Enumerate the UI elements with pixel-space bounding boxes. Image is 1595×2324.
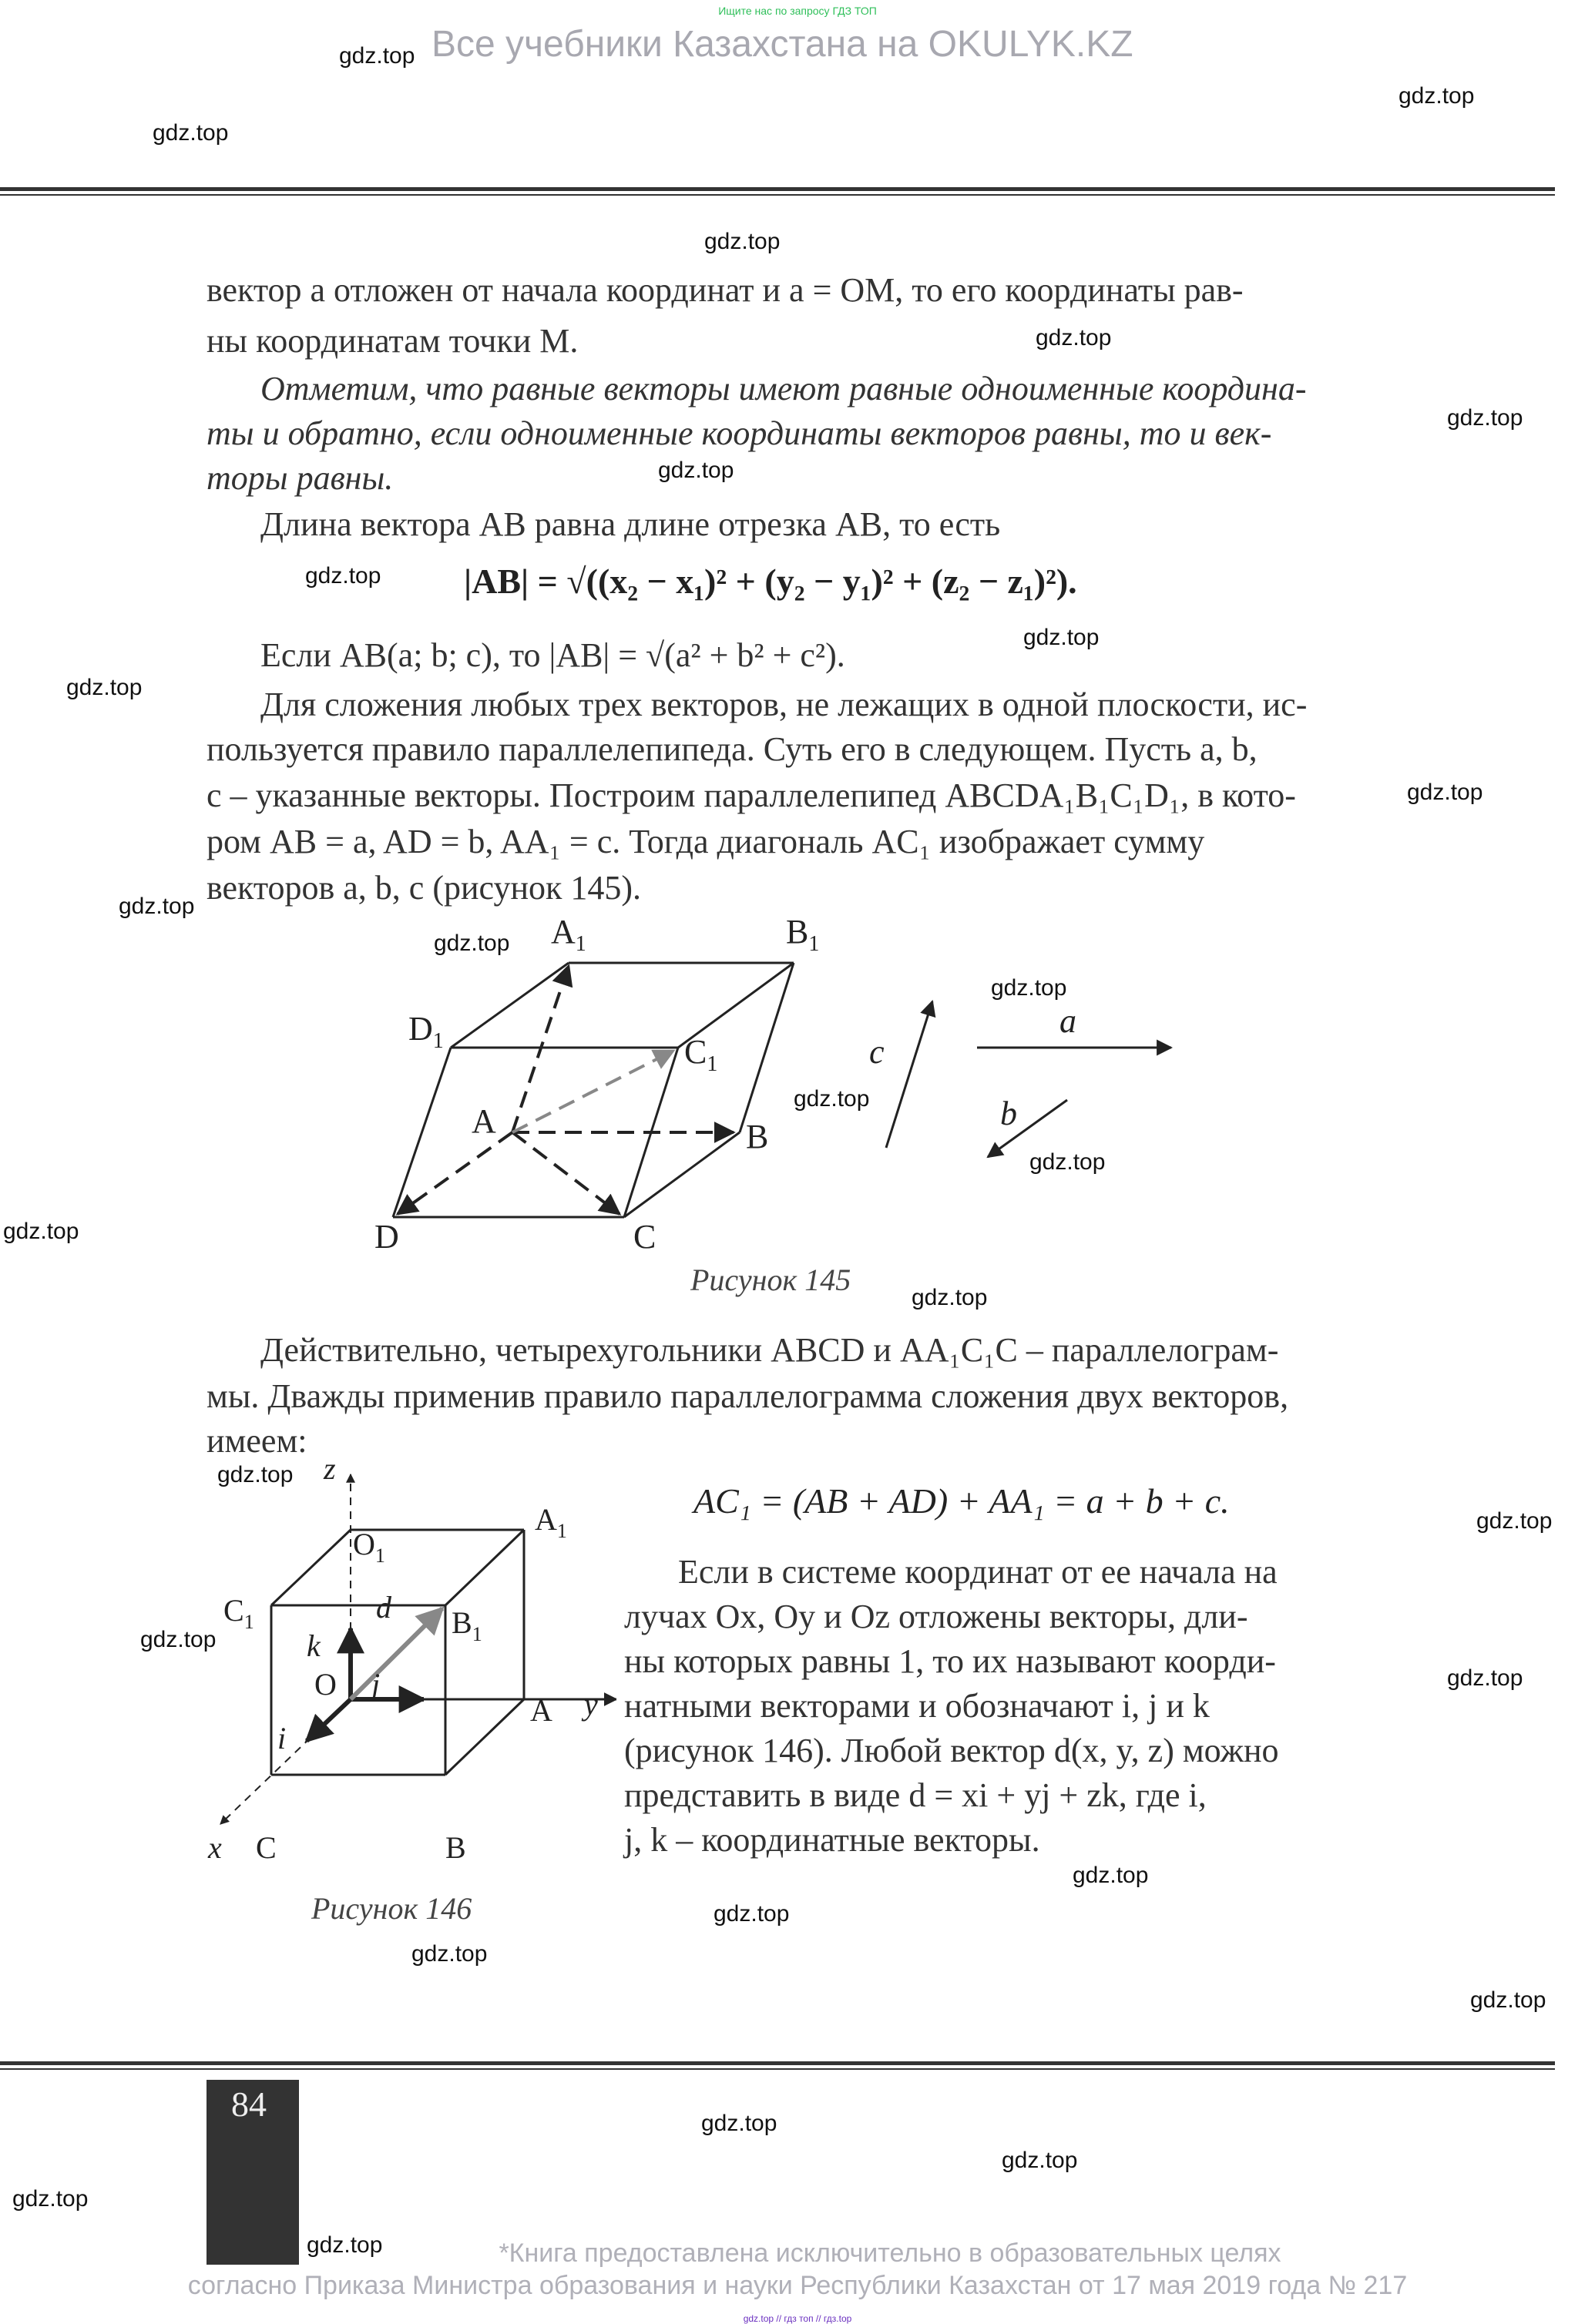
watermark: gdz.top xyxy=(411,1941,488,1967)
watermark: gdz.top xyxy=(704,229,781,254)
formula-diagonal-sum: AC₁ = (AB + AD) + AA₁ = a + b + c. xyxy=(693,1481,1230,1521)
label-b1: $B_1$ xyxy=(786,913,820,956)
text-line: торы равны. xyxy=(207,459,394,497)
watermark: gdz.top xyxy=(658,458,734,483)
figure-146 xyxy=(200,1464,616,1880)
label-axis-z: z xyxy=(324,1464,336,1486)
label-b: B xyxy=(746,1118,769,1155)
label-vec-j: j xyxy=(371,1667,381,1702)
label-c1: $C_1$ xyxy=(223,1593,254,1633)
header-rule-top xyxy=(0,187,1555,191)
text-line: Если AB(a; b; c), то |AB| = √(a² + b² + c²). xyxy=(260,636,845,674)
figure-145-caption: Рисунок 145 xyxy=(690,1263,851,1297)
label-d: D xyxy=(374,1218,399,1256)
watermark: gdz.top xyxy=(1447,405,1523,431)
watermark: gdz.top xyxy=(991,975,1067,1001)
header-search-note: Ищите нас по запросу ГДЗ ТОП xyxy=(718,5,877,17)
text-line: Длина вектора AB равна длине отрезка AB, то есть xyxy=(260,505,1001,543)
text-line: ны координатам точки M. xyxy=(207,322,579,360)
text-line: ны которых равны 1, то их называют коорди- xyxy=(624,1642,1276,1680)
watermark: gdz.top xyxy=(434,931,510,956)
watermark: gdz.top xyxy=(701,2111,777,2136)
label-o: O xyxy=(314,1667,337,1702)
watermark: gdz.top xyxy=(1036,325,1112,350)
watermark: gdz.top xyxy=(66,675,143,700)
text-line: натными векторами и обозначают i, j и k xyxy=(624,1687,1210,1725)
label-c: C xyxy=(633,1218,656,1256)
label-a: A xyxy=(530,1693,552,1728)
text-line: Если в системе координат от ее начала на xyxy=(678,1553,1278,1591)
formula-vector-length: |AB| = √((x₂ − x₁)² + (y₂ − y₁)² + (z₂ − z₁)²). xyxy=(464,562,1077,601)
text-line: лучах Ox, Oy и Oz отложены векторы, дли- xyxy=(624,1598,1248,1635)
text-line: векторов a, b, c (рисунок 145). xyxy=(207,869,642,907)
footer-note-line1: *Книга предоставлена исключительно в образовательных целях xyxy=(499,2238,1281,2268)
watermark: gdz.top xyxy=(217,1462,294,1487)
watermark: gdz.top xyxy=(1447,1665,1523,1691)
watermark: gdz.top xyxy=(119,894,195,919)
watermark: gdz.top xyxy=(339,43,415,69)
watermark: gdz.top xyxy=(12,2186,89,2212)
watermark: gdz.top xyxy=(794,1086,870,1112)
footer-rule-top xyxy=(0,2061,1555,2065)
text-line: Для сложения любых трех векторов, не лежащих в одной плоскости, ис- xyxy=(260,686,1308,723)
label-c1: $C_1$ xyxy=(684,1033,718,1076)
site-title[interactable]: Все учебники Казахстана на OKULYK.KZ xyxy=(431,24,1133,65)
label-a1: $A_1$ xyxy=(551,913,586,956)
watermark: gdz.top xyxy=(912,1285,988,1310)
figure-145 xyxy=(354,909,1233,1263)
watermark: gdz.top xyxy=(1023,625,1100,650)
label-d1: $D_1$ xyxy=(408,1010,444,1053)
watermark: gdz.top xyxy=(1470,1987,1546,2013)
text-line: представить в виде d = xi + yj + zk, где i, xyxy=(624,1776,1207,1814)
label-vec-c: c xyxy=(869,1033,885,1071)
figure-146-caption: Рисунок 146 xyxy=(311,1891,472,1926)
watermark: gdz.top xyxy=(307,2232,383,2258)
text-line: Отметим, что равные векторы имеют равные одноименные координа- xyxy=(260,370,1307,407)
watermark: gdz.top xyxy=(1002,2148,1078,2173)
text-line: мы. Дважды применив правило параллелограмма сложения двух векторов, xyxy=(207,1377,1289,1415)
text-line: имеем: xyxy=(207,1422,307,1460)
label-axis-y: y xyxy=(584,1687,598,1722)
watermark: gdz.top xyxy=(1073,1863,1149,1888)
page-number: 84 xyxy=(231,2084,267,2124)
label-c: C xyxy=(256,1830,277,1865)
text-line: j, k – координатные векторы. xyxy=(624,1821,1040,1859)
text-line: (рисунок 146). Любой вектор d(x, y, z) можно xyxy=(624,1732,1279,1769)
text-line: c – указанные векторы. Построим параллелепипед ABCDA₁B₁C₁D₁, в кото- xyxy=(207,776,1296,814)
label-b: B xyxy=(445,1830,466,1865)
footer-note-line2: согласно Приказа Министра образования и науки Республики Казахстан от 17 мая 2019 года № 217 xyxy=(187,2271,1408,2300)
label-axis-x: x xyxy=(208,1830,222,1865)
watermark: gdz.top xyxy=(140,1627,217,1652)
watermark: gdz.top xyxy=(153,120,229,146)
label-vec-k: k xyxy=(307,1628,321,1663)
watermark: gdz.top xyxy=(1399,83,1475,109)
watermark: gdz.top xyxy=(714,1901,790,1927)
label-vec-i: i xyxy=(277,1721,287,1756)
text-line: пользуется правило параллелепипеда. Суть его в следующем. Пусть a, b, xyxy=(207,730,1258,768)
header-rule-bottom xyxy=(0,194,1555,196)
watermark: gdz.top xyxy=(1476,1508,1553,1534)
label-vec-a: a xyxy=(1059,1002,1076,1040)
footer-small-links[interactable]: gdz.top // гдз топ // гдз.top xyxy=(743,2313,852,2324)
text-line: Действительно, четырехугольники ABCD и AA₁C₁C – параллелограм- xyxy=(260,1331,1279,1369)
text-line: ты и обратно, если одноименные координаты векторов равны, то и век- xyxy=(207,414,1272,452)
watermark: gdz.top xyxy=(3,1219,79,1244)
label-vec-d: d xyxy=(376,1590,391,1625)
label-a: A xyxy=(472,1102,496,1140)
label-vec-b: b xyxy=(1000,1095,1017,1132)
watermark: gdz.top xyxy=(1407,780,1483,805)
text-line: вектор a отложен от начала координат и a = OM, то его координаты рав- xyxy=(207,271,1244,309)
text-line: ром AB = a, AD = b, AA₁ = c. Тогда диагональ AC₁ изображает сумму xyxy=(207,823,1205,860)
label-a1: $A_1$ xyxy=(535,1502,567,1542)
label-b1: $B_1$ xyxy=(452,1605,482,1645)
footer-rule-bottom xyxy=(0,2068,1555,2070)
watermark: gdz.top xyxy=(305,563,381,589)
label-o1: $O_1$ xyxy=(353,1527,385,1567)
watermark: gdz.top xyxy=(1029,1149,1106,1175)
